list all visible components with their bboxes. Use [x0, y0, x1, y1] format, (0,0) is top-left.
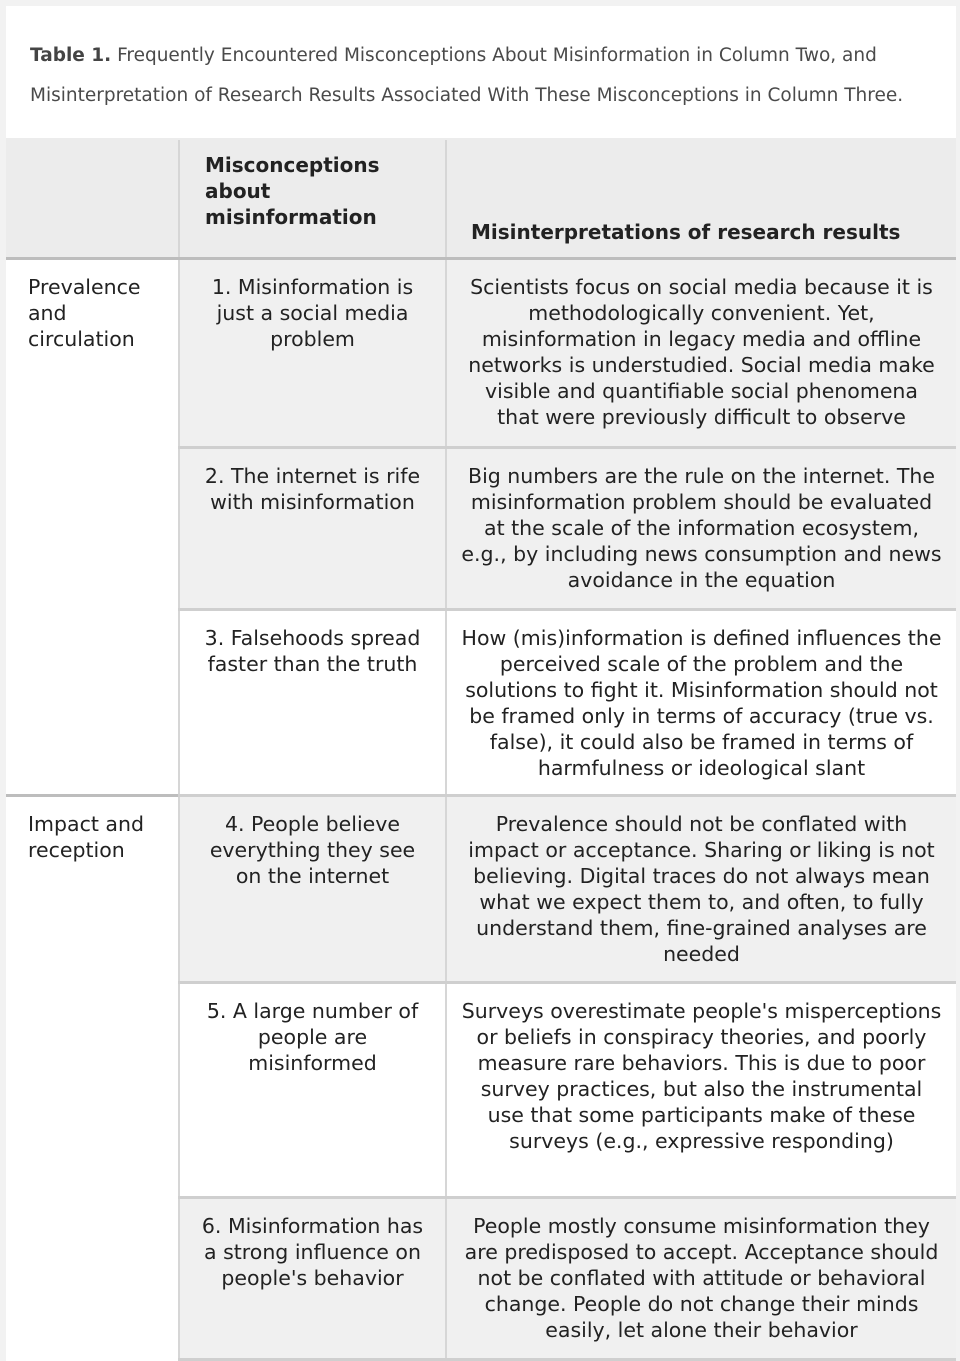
research-cell: Big numbers are the rule on the internet. The misinformation problem should be evaluated at the scale of the information ecosystem, e.g., by including news consumption and news avoidance in the equation [446, 448, 956, 610]
research-cell: How (mis)information is defined influences the perceived scale of the problem and the solutions to fight it. Misinformation should not be framed only in terms of accuracy (true vs. false), it could also be framed in terms of harmfulness or ideological slant [446, 610, 956, 796]
header-research: Misinterpretations of research results [446, 140, 956, 259]
research-cell: Prevalence should not be conflated with impact or acceptance. Sharing or liking is not believing. Digital traces do not always mean what we expect them to, and often, to fully understand them, fine-grained analyses are needed [446, 796, 956, 983]
caption-text: Frequently Encountered Misconceptions About Misinformation in Column Two, and Misinterpretation of Research Results Associated With These Misconceptions in Column Three. [30, 45, 904, 106]
caption-label: Table 1. [30, 45, 112, 66]
table-figure [6, 6, 956, 1361]
misconception-cell: 3. Falsehoods spread faster than the truth [179, 610, 446, 796]
misconception-cell: 4. People believe everything they see on the internet [179, 796, 446, 983]
research-cell: Scientists focus on social media because it is methodologically convenient. Yet, misinformation in legacy media and offline networks is understudied. Social media make visible and quantifiable social phenomena that were previously difficult to observe [446, 259, 956, 448]
table-row [6, 796, 956, 983]
header-row [6, 140, 956, 259]
header-misconceptions: Misconceptions about misinformation [179, 140, 446, 259]
research-cell: People mostly consume misinformation they are predisposed to accept. Acceptance should not be conflated with attitude or behavioral change. People do not change their minds easily, let alone their behavior [446, 1198, 956, 1360]
category-cell: Impact and reception [6, 796, 179, 1360]
table-row [6, 259, 956, 448]
misconception-cell: 6. Misinformation has a strong influence on people's behavior [179, 1198, 446, 1360]
table-caption [6, 6, 956, 140]
header-category [6, 140, 179, 259]
misconception-cell: 5. A large number of people are misinformed [179, 983, 446, 1198]
research-cell: Surveys overestimate people's misperceptions or beliefs in conspiracy theories, and poorly measure rare behaviors. This is due to poor survey practices, but also the instrumental use that some participants make of these surveys (e.g., expressive responding) [446, 983, 956, 1198]
misconception-cell: 1. Misinformation is just a social media problem [179, 259, 446, 448]
misconceptions-table [6, 140, 956, 1361]
category-cell: Prevalence and circulation [6, 259, 179, 796]
misconception-cell: 2. The internet is rife with misinformation [179, 448, 446, 610]
